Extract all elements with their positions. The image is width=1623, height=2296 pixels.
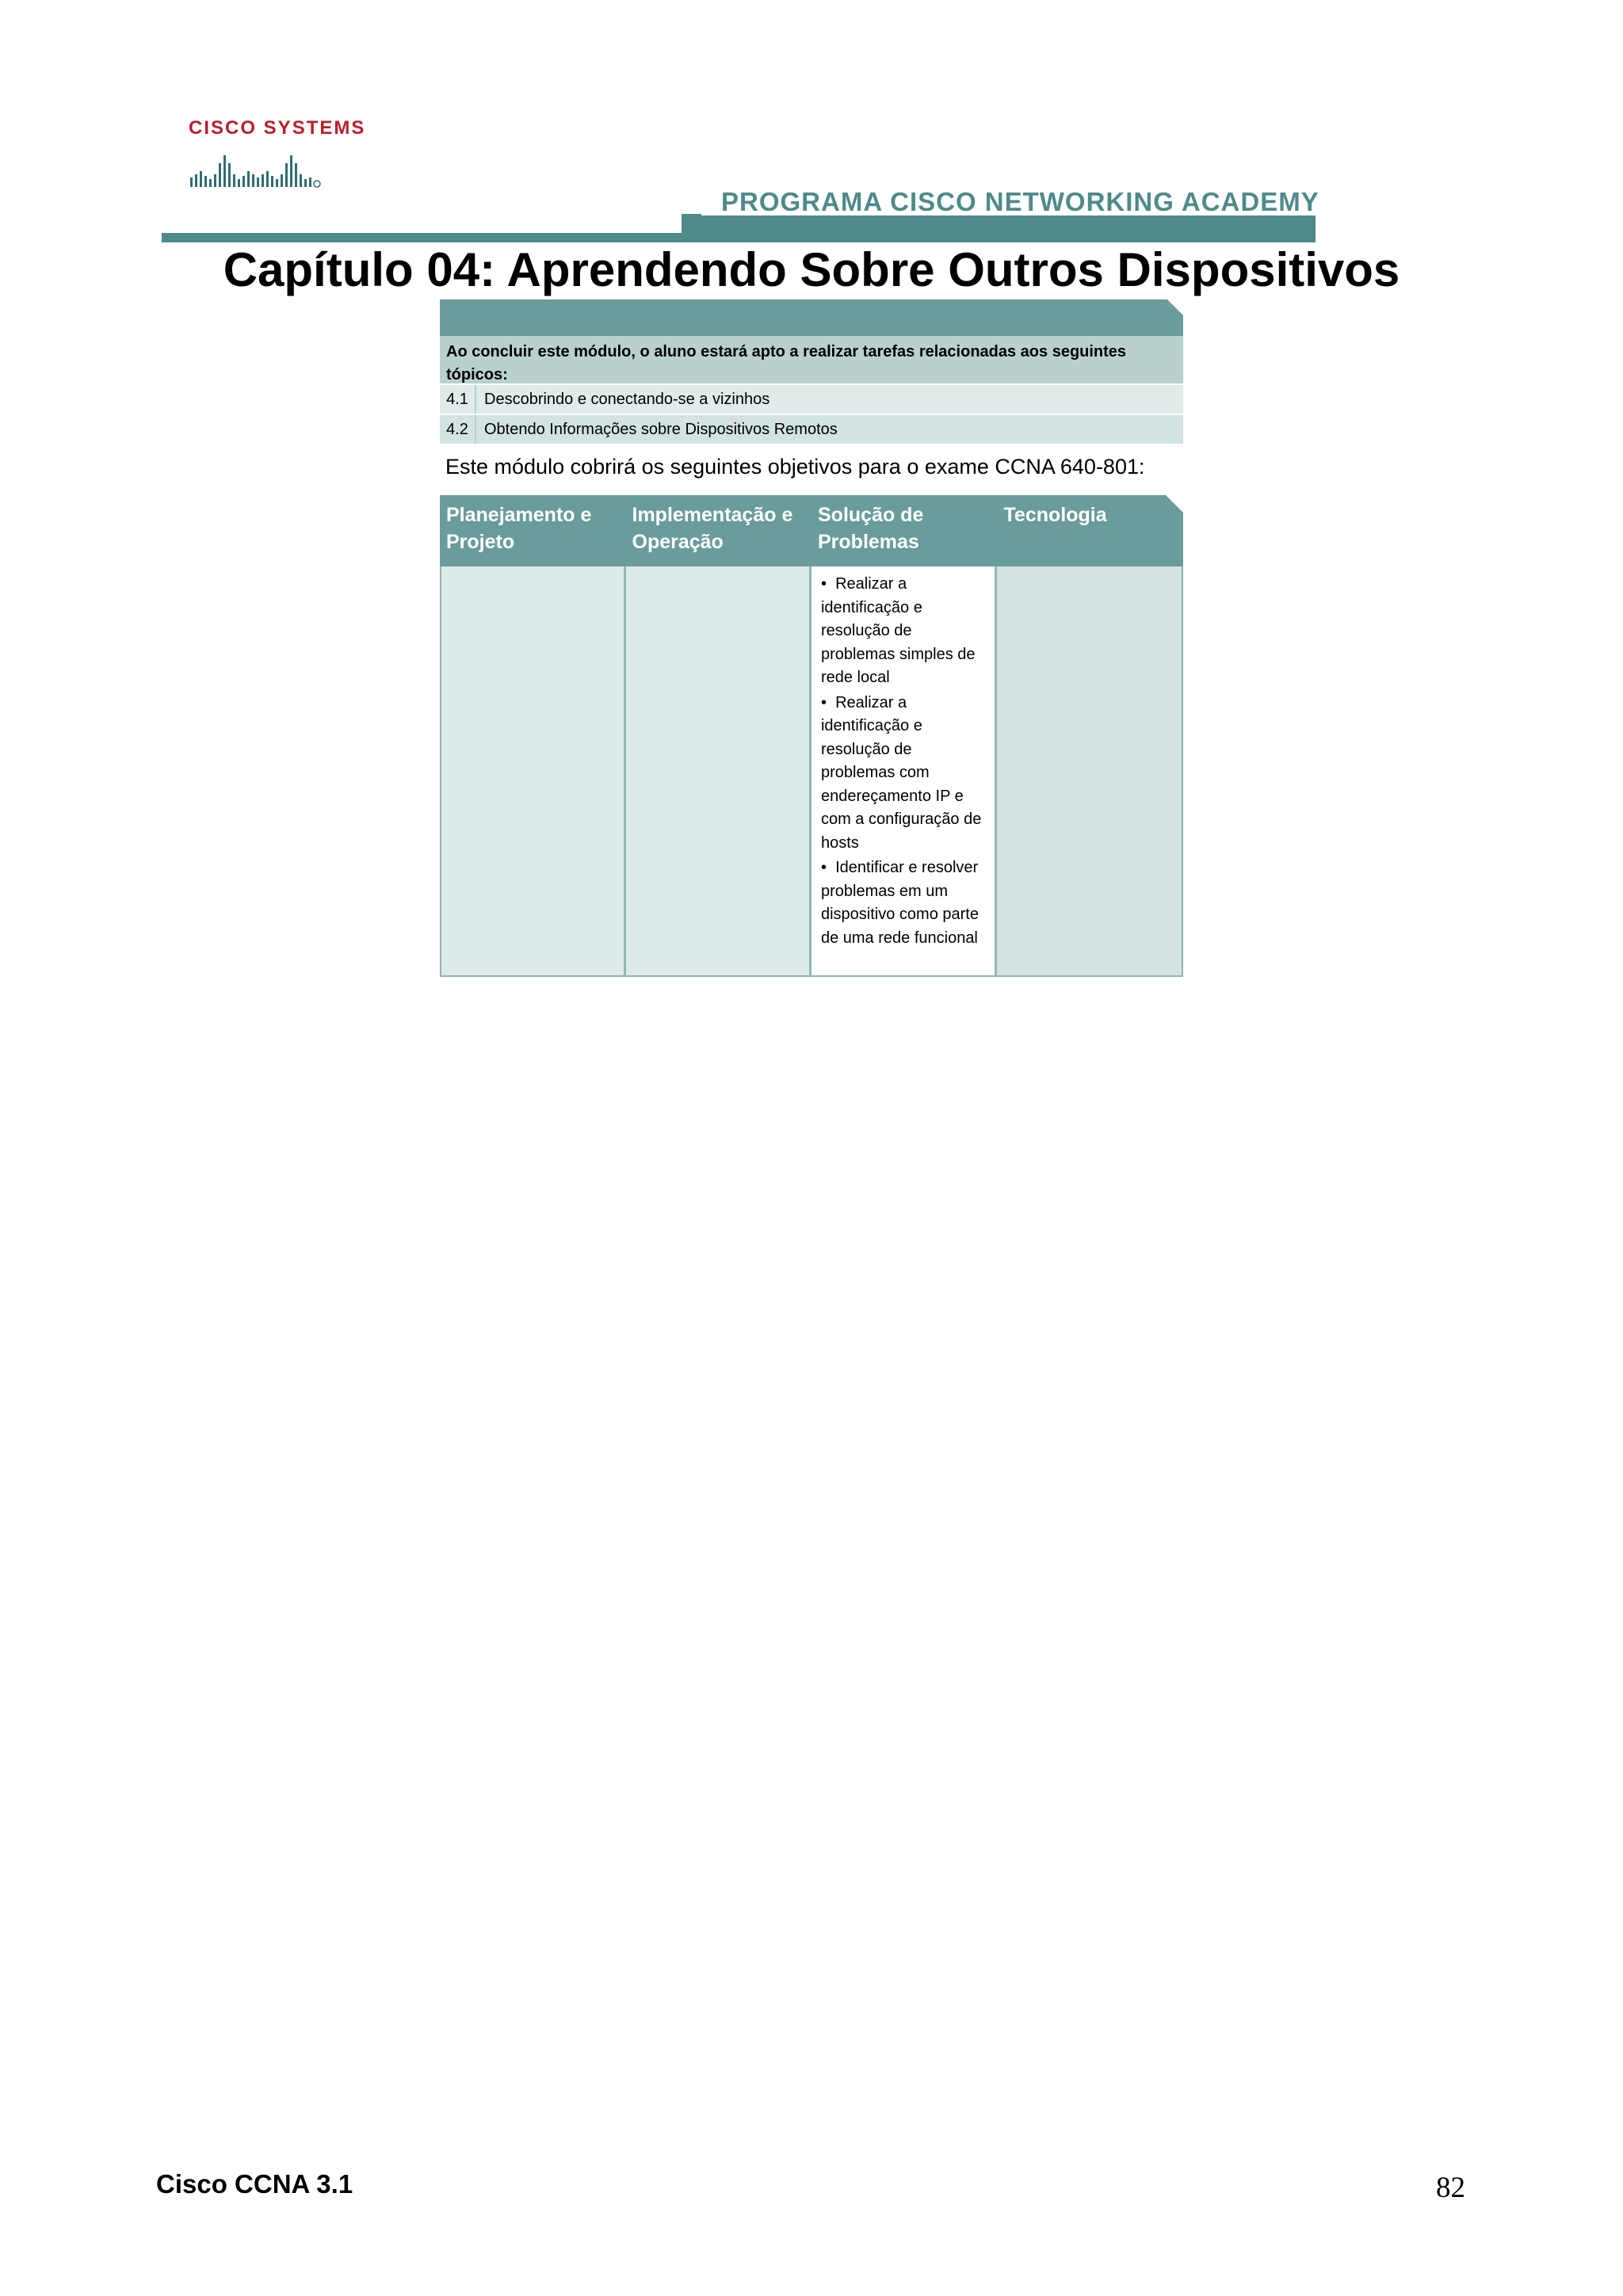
cell-planning [441, 566, 626, 975]
objective-text: Realizar a identificação e resolução de problemas com endereçamento IP e com a configuração de hosts [820, 693, 982, 852]
column-header-implementation: Implementação e Operação [632, 504, 793, 553]
objectives-caption: Este módulo cobrirá os seguintes objetivos para o exame CCNA 640-801: [445, 455, 1145, 479]
cell-troubleshooting [812, 566, 997, 975]
topic-number: 4.1 [440, 385, 476, 414]
column-header-technology: Tecnologia [1003, 504, 1107, 526]
module-overview [440, 299, 1183, 444]
column-header-planning: Planejamento e Projeto [446, 504, 592, 553]
objective-bullet: • Realizar a identificação e resolução de problemas simples de rede local [820, 575, 976, 686]
objective-bullet: • Realizar a identificação e resolução de problemas com endereçamento IP e com a configuração de hosts [820, 693, 982, 852]
topic-title: Obtendo Informações sobre Dispositivos Remotos [484, 420, 838, 438]
page-number: 82 [1436, 2172, 1465, 2204]
topic-row [440, 383, 1183, 414]
topic-number: 4.2 [440, 415, 476, 444]
module-header-bar [440, 299, 1183, 336]
module-intro: Ao concluir este módulo, o aluno estará apto a realizar tarefas relacionadas aos seguintes tópicos: [440, 336, 1183, 383]
chapter-title: Capítulo 04: Aprendendo Sobre Outros Dispositivos [223, 243, 1400, 296]
objectives-table [440, 495, 1183, 977]
objective-bullet: • Identificar e resolver problemas em um dispositivo como parte de uma rede funcional [820, 859, 979, 947]
cell-technology [997, 566, 1182, 975]
topic-title: Descobrindo e conectando-se a vizinhos [484, 390, 770, 408]
logo-wordmark: CISCO SYSTEMS [189, 117, 366, 139]
topic-row [440, 414, 1183, 444]
footer-course: Cisco CCNA 3.1 [156, 2169, 353, 2199]
column-header-troubleshooting: Solução de Problemas [818, 504, 924, 553]
objective-text: Realizar a identificação e resolução de problemas simples de rede local [820, 575, 976, 686]
objectives-header-row [440, 495, 1183, 566]
cell-implementation [626, 566, 811, 975]
academy-title: PROGRAMA CISCO NETWORKING ACADEMY [721, 187, 1319, 216]
objective-text: Identificar e resolver problemas em um dispositivo como parte de uma rede funcional [820, 859, 979, 947]
objectives-body-row [440, 566, 1183, 977]
